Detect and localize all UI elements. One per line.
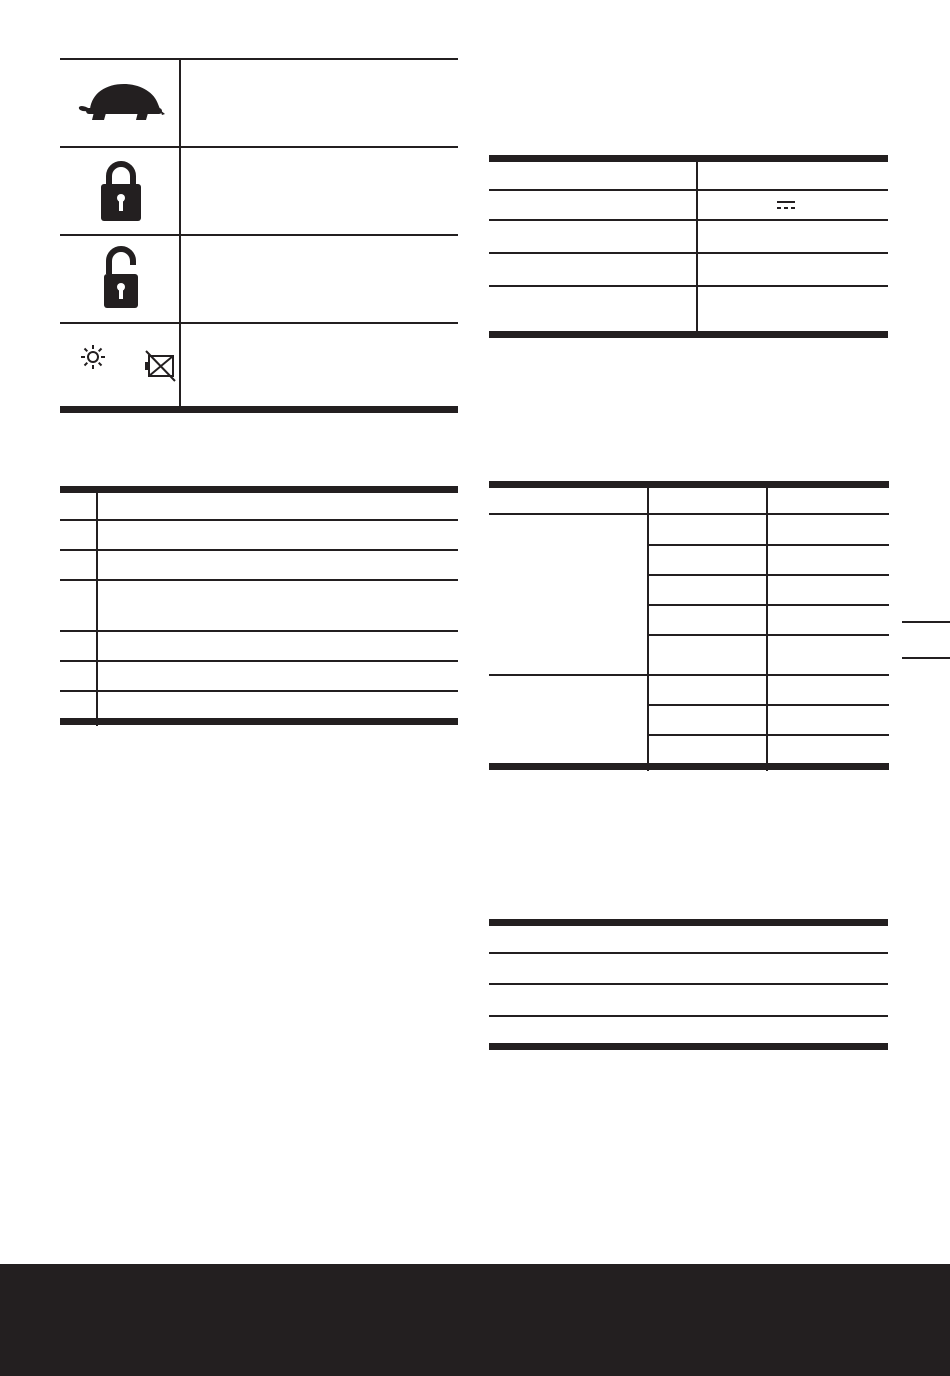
- row-divider: [489, 952, 888, 954]
- table-bottom-rule: [489, 1043, 888, 1050]
- row-divider: [489, 513, 889, 515]
- row-divider: [60, 519, 458, 521]
- table-top-rule: [60, 58, 458, 60]
- row-divider: [489, 285, 888, 287]
- led-icon: [80, 344, 106, 370]
- table-top-rule: [489, 155, 888, 162]
- row-divider: [60, 660, 458, 662]
- row-divider: [489, 189, 888, 191]
- padlock-unlocked-icon: [100, 246, 142, 310]
- row-divider: [647, 704, 889, 706]
- row-divider: [647, 734, 889, 736]
- row-divider: [489, 252, 888, 254]
- turtle-icon: [76, 80, 166, 126]
- tab-top-rule: [902, 621, 950, 623]
- row-divider: [60, 234, 458, 236]
- column-divider: [766, 481, 768, 771]
- table-top-rule: [489, 481, 889, 488]
- dc-current-symbol-icon: [776, 199, 796, 211]
- padlock-locked-icon: [100, 160, 142, 222]
- row-divider: [60, 690, 458, 692]
- table-top-rule: [489, 919, 888, 926]
- row-divider: [60, 146, 458, 148]
- table-bottom-rule: [489, 331, 888, 338]
- page-footer-band: [0, 1264, 950, 1376]
- row-divider: [60, 549, 458, 551]
- row-divider: [60, 630, 458, 632]
- table-bottom-rule: [60, 718, 458, 725]
- row-divider: [647, 574, 889, 576]
- row-divider: [489, 983, 888, 985]
- row-divider: [489, 1015, 888, 1017]
- row-divider: [489, 219, 888, 221]
- tab-bottom-rule: [902, 657, 950, 659]
- battery-empty-icon: [144, 350, 176, 382]
- row-divider: [647, 544, 889, 546]
- column-divider: [647, 481, 649, 771]
- row-divider: [489, 674, 889, 676]
- table-bottom-rule: [60, 406, 458, 413]
- row-divider: [60, 579, 458, 581]
- table-top-rule: [60, 486, 458, 493]
- column-divider: [696, 155, 698, 338]
- table-bottom-rule: [489, 763, 889, 770]
- row-divider: [647, 634, 889, 636]
- row-divider: [647, 604, 889, 606]
- column-divider: [179, 58, 181, 408]
- row-divider: [60, 322, 458, 324]
